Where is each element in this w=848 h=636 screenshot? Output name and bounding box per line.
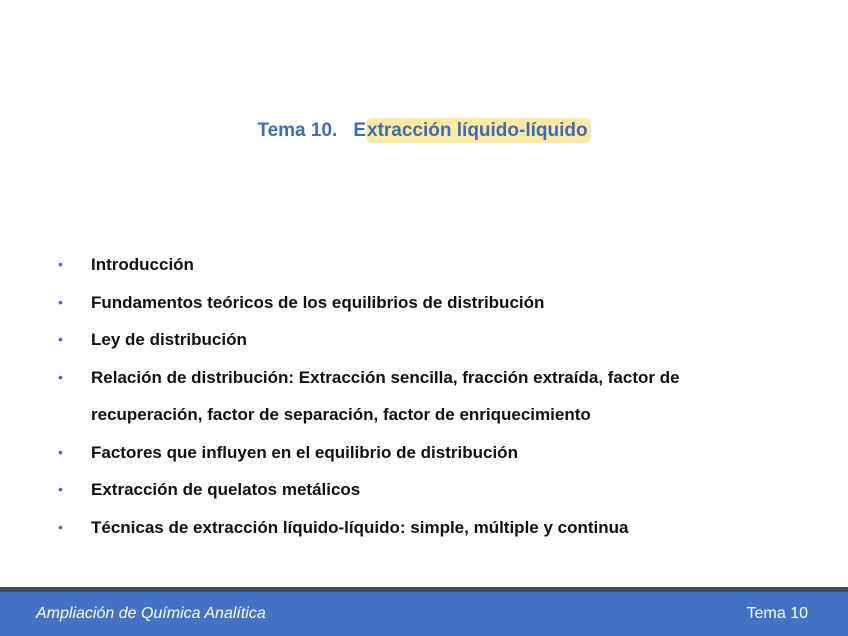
bullet-icon: • [58,518,63,535]
list-item: • Técnicas de extracción líquido-líquido: simple, múltiple y continua [58,509,758,547]
title-first-letter: E [353,120,366,141]
footer-bar [0,592,848,636]
list-item: • Introducción [58,246,758,284]
list-item: • Ley de distribución [58,321,758,359]
footer-course-name: Ampliación de Química Analítica [36,605,266,622]
list-item: • Relación de distribución: Extracción sencilla, fracción extraída, factor de recuperación, factor de separación, factor de enriquecimiento [58,359,758,434]
bullet-icon: • [58,481,63,497]
list-item: • Factores que influyen en el equilibrio de distribución [58,434,758,472]
bullet-icon: • [58,293,63,310]
bullet-icon: • [58,443,63,460]
title-number: Tema 10. [257,120,338,141]
slide-title [0,120,848,142]
title-highlighted-text: xtracción líquido-líquido [366,118,591,143]
footer-topic: Tema 10 [746,605,808,622]
bullet-icon: • [58,256,63,272]
list-item: • Fundamentos teóricos de los equilibrios de distribución [58,284,758,322]
topic-list [58,246,758,546]
bullet-icon: • [58,331,63,347]
list-item: • Extracción de quelatos metálicos [58,471,758,509]
bullet-icon: • [58,368,63,385]
